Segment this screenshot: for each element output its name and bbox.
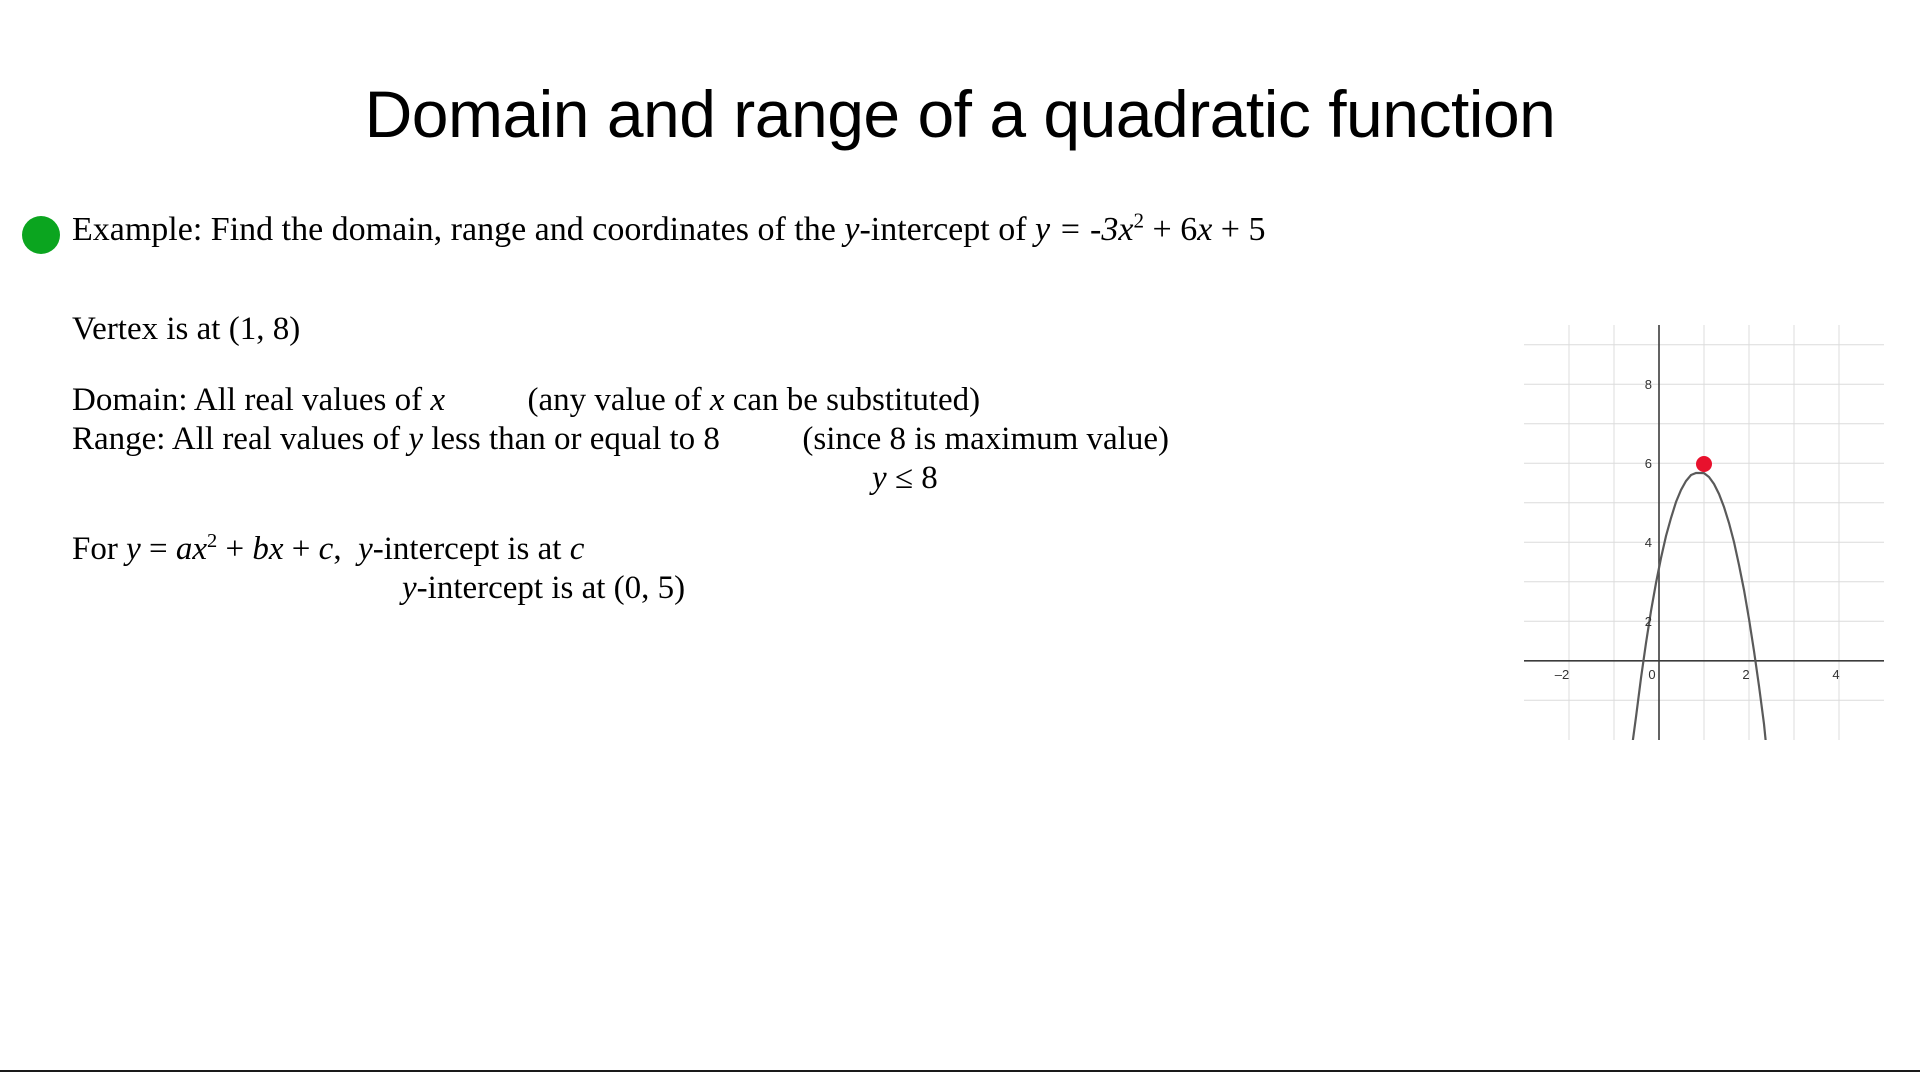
for-plus2: + (283, 530, 319, 567)
bottom-divider (0, 1070, 1920, 1072)
example-eq-x2: x (1197, 211, 1213, 248)
for-sup: 2 (207, 529, 218, 552)
ytick-8: 8 (1644, 377, 1652, 392)
domain-lead: Domain: All real values of (72, 381, 431, 418)
xtick-2: 2 (1742, 667, 1750, 682)
for-eq1: = (140, 530, 176, 567)
ytick-6: 6 (1644, 456, 1652, 471)
for-b: b (252, 530, 269, 567)
xtick-4: 4 (1832, 667, 1840, 682)
parabola-graph (1524, 325, 1884, 740)
example-var-y: y (844, 211, 860, 248)
domain-var: x (430, 381, 445, 418)
vertex-line: Vertex is at (1, 8) (72, 311, 301, 347)
for-comma: , (333, 530, 359, 567)
example-eq-sup: 2 (1133, 208, 1145, 233)
domain-line (72, 381, 1512, 420)
xtick-minus2: –2 (1554, 667, 1570, 682)
for-x2: x (268, 530, 284, 567)
for-y: y (126, 530, 141, 567)
range-lead: Range: All real values of (72, 420, 409, 457)
inequality-rest: ≤ 8 (886, 459, 938, 496)
domain-note: (any value of (444, 381, 710, 418)
domain-note-var: x (709, 381, 725, 418)
domain-note-tail: can be substituted) (724, 381, 981, 418)
inequality-var: y (872, 459, 887, 496)
for-plus1: + (217, 530, 253, 567)
range-var: y (408, 420, 423, 457)
example-eq-tail: + 5 (1212, 211, 1266, 248)
range-line (72, 420, 1512, 459)
inequality-line (872, 459, 1512, 498)
example-eq-x1: x (1118, 211, 1134, 248)
ytick-2: 2 (1644, 614, 1652, 629)
xtick-0: 0 (1648, 667, 1656, 682)
example-prefix: Example: Find the domain, range and coordinates of the (72, 211, 845, 248)
for-c: c (318, 530, 334, 567)
example-bullet (22, 210, 1882, 254)
general-form-line (72, 530, 1512, 569)
example-text (72, 210, 1265, 249)
yint-text: -intercept is at (0, 5) (416, 569, 686, 606)
vertex-point (1696, 456, 1712, 472)
range-note: (since 8 is maximum value) (719, 420, 1169, 457)
for-x1: x (192, 530, 208, 567)
ytick-4: 4 (1644, 535, 1652, 550)
example-eq-mid: + 6 (1144, 211, 1198, 248)
example-mid: -intercept of (859, 211, 1036, 248)
y-intercept-line (402, 569, 1512, 608)
yint-y: y (402, 569, 417, 606)
for-yint-y: y (358, 530, 373, 567)
for-yint-c: c (569, 530, 585, 567)
for-lead: For (72, 530, 127, 567)
for-yint-text: -intercept is at (372, 530, 570, 567)
example-eq-lead: y = -3 (1035, 211, 1119, 248)
page-title: Domain and range of a quadratic function (364, 77, 1556, 151)
range-mid: less than or equal to 8 (422, 420, 720, 457)
bullet-dot-icon (22, 216, 60, 254)
body-text (72, 310, 1512, 608)
for-a: a (175, 530, 193, 567)
